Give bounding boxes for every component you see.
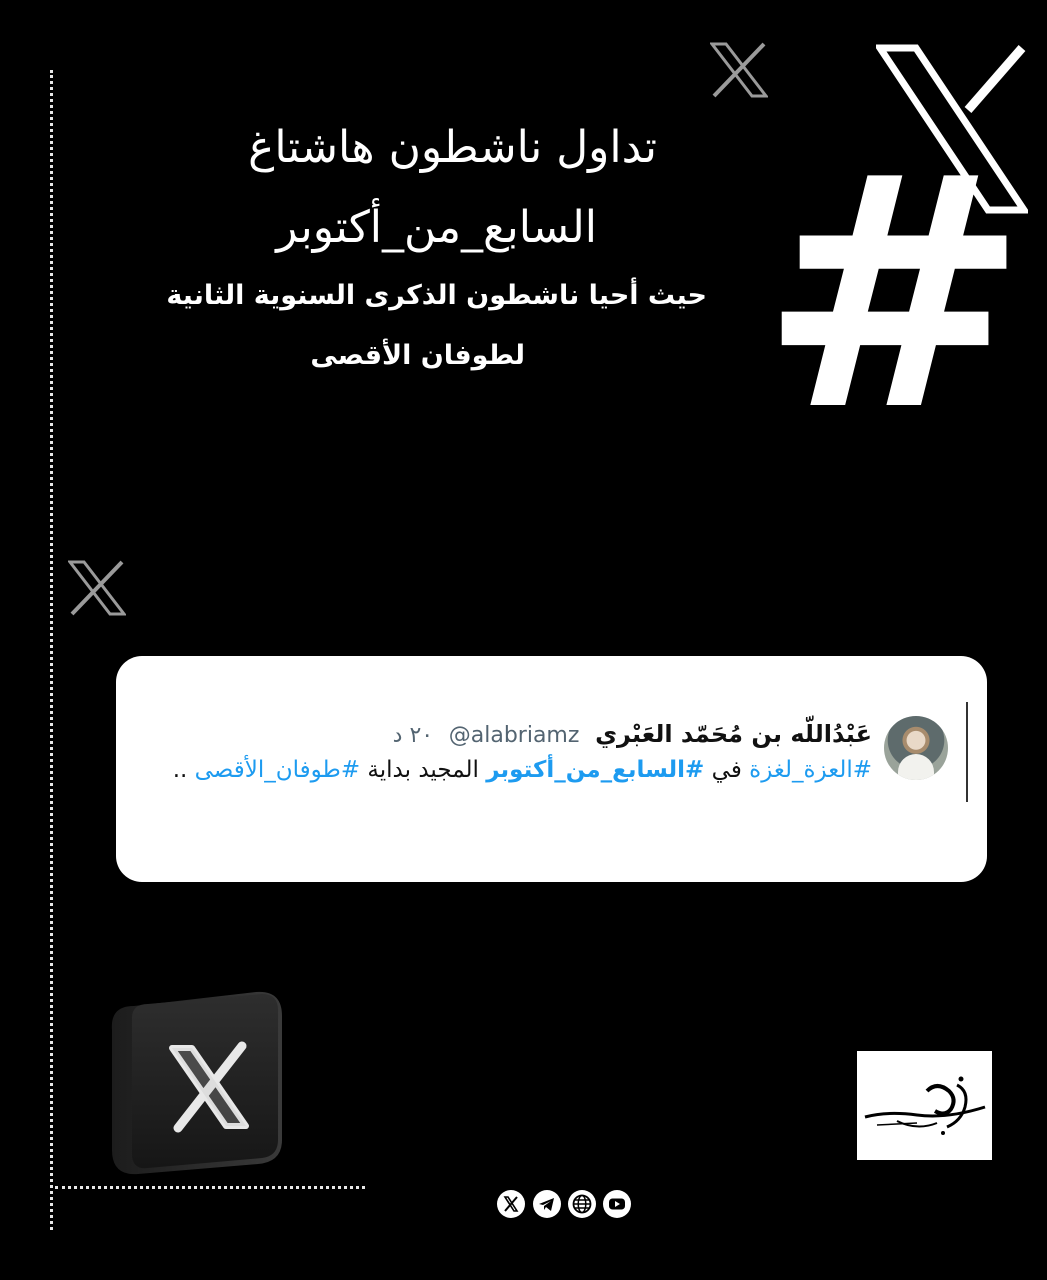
- hashtag-link[interactable]: #طوفان_الأقصى: [194, 757, 361, 783]
- vertical-dotted-line: [50, 70, 53, 1230]
- tweet-text-segment: المجيد بداية: [367, 757, 479, 783]
- headline-line-1: تداول ناشطون هاشتاغ: [248, 122, 657, 173]
- x-logo-icon: [68, 560, 126, 616]
- hashtag-symbol: #: [760, 109, 1029, 481]
- youtube-icon[interactable]: [603, 1190, 631, 1218]
- hashtag-link[interactable]: #العزة_لغزة: [749, 757, 872, 783]
- tweet-thread-line: [966, 702, 968, 802]
- avatar[interactable]: [884, 716, 948, 780]
- tweet-author-name[interactable]: عَبْدُاللّه بن مُحَمّد العَبْري: [595, 720, 872, 748]
- tweet-text-segment: ..: [172, 757, 188, 783]
- tweet-header: [393, 720, 872, 748]
- headline-line-2: السابع_من_أكتوبر: [276, 202, 597, 253]
- x-social-icon[interactable]: [497, 1190, 525, 1218]
- subheadline-line-1: حيث أحيا ناشطون الذكرى السنوية الثانية: [166, 280, 707, 311]
- x-3d-app-icon: [106, 990, 284, 1176]
- globe-icon[interactable]: [568, 1190, 596, 1218]
- telegram-icon[interactable]: [533, 1190, 561, 1218]
- horizontal-dotted-line: [55, 1186, 365, 1189]
- tweet-text-segment: في: [711, 757, 742, 783]
- calligraphy-logo: [857, 1051, 992, 1160]
- tweet-text: [173, 757, 872, 783]
- subheadline-line-2: لطوفان الأقصى: [310, 340, 525, 371]
- hashtag-link[interactable]: #السابع_من_أكتوبر: [486, 757, 705, 783]
- calligraphy-logo-mark: [857, 1051, 992, 1160]
- tweet-time: ٢٠ د: [392, 723, 434, 748]
- x-logo-icon: [710, 42, 768, 98]
- tweet-handle[interactable]: @alabriamz: [448, 723, 580, 748]
